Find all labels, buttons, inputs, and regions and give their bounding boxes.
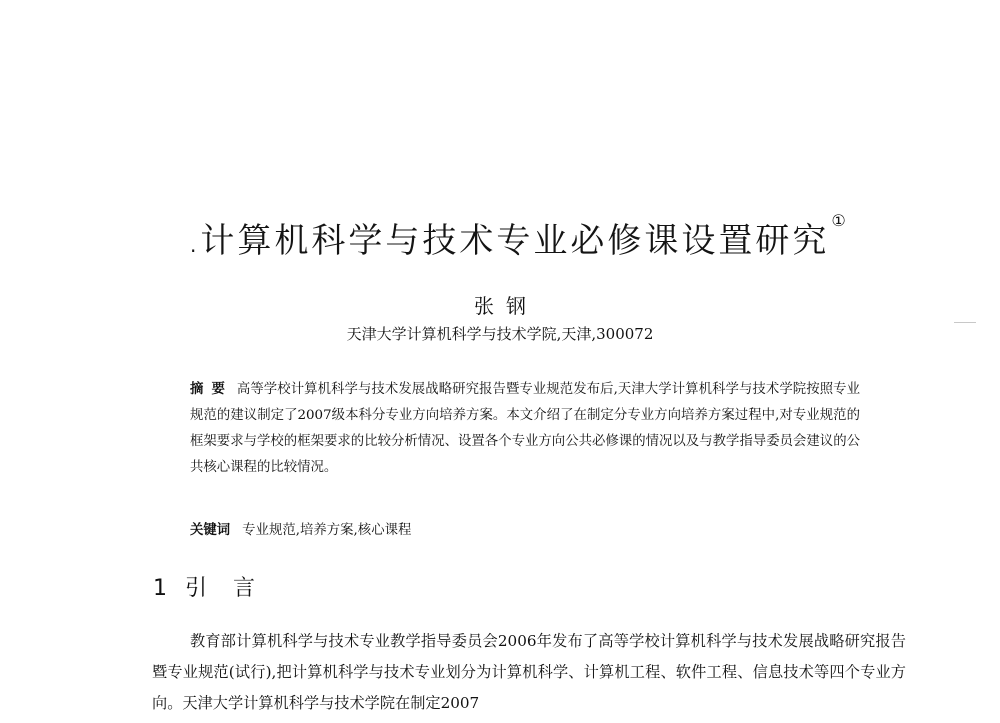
abstract-block (190, 376, 860, 481)
keywords-block (190, 519, 860, 538)
section-title: 引言 (185, 576, 282, 601)
section-heading (153, 571, 281, 602)
body-paragraph: 教育部计算机科学与技术专业教学指导委员会2006年发布了高等学校计算机科学与技术发展战略研究报告暨专业规范(试行),把计算机科学与技术专业划分为计算机科学、计算机工程、软件工程、信息技术等四个专业方向。天津大学计算机科学与技术学院在制定2007 (152, 632, 906, 712)
paper-title (190, 213, 850, 262)
title-footnote-marker: ① (831, 211, 846, 230)
author-affiliation: 天津大学计算机科学与技术学院,天津,300072 (346, 325, 654, 343)
author-name: 张钢 (474, 294, 538, 318)
abstract-label: 摘要 (190, 381, 233, 397)
keywords-text: 专业规范,培养方案,核心课程 (242, 523, 412, 538)
scan-edge-mark (954, 322, 976, 323)
title-text: 计算机科学与技术专业必修课设置研究 (200, 221, 830, 261)
section-number: 1 (153, 576, 167, 601)
keywords-label: 关键词 (190, 522, 231, 538)
abstract-text: 高等学校计算机科学与技术发展战略研究报告暨专业规范发布后,天津大学计算机科学与技术学院按照专业规范的建议制定了2007级本科分专业方向培养方案。本文介绍了在制定分专业方向培养方案过程中,对专业规范的框架要求与学校的框架要求的比较分析情况、设置各个专业方向公共必修课的情况以及与教学指导委员会建议的公共核心课程的比较情况。 (190, 382, 860, 475)
title-lead-mark: . (190, 233, 197, 257)
